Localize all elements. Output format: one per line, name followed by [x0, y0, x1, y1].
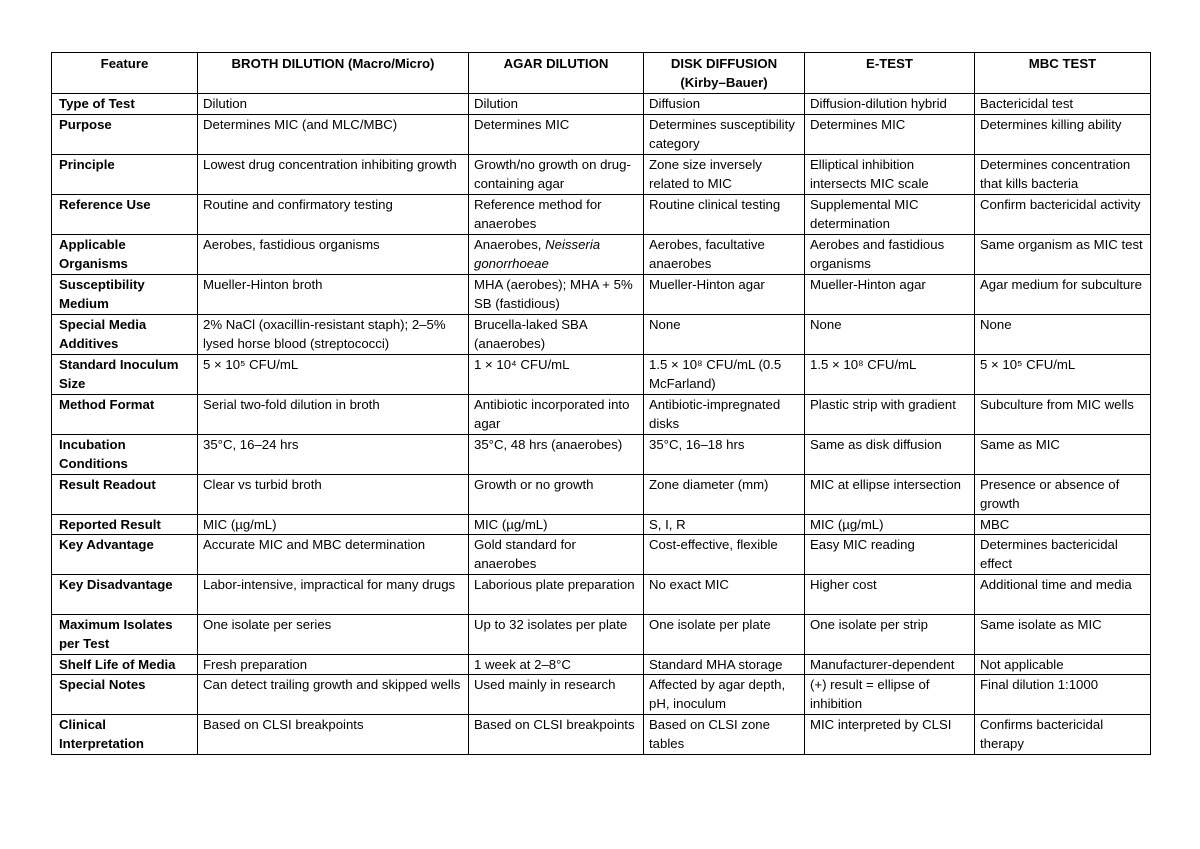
table-row	[52, 235, 1151, 275]
header-e-test: E-TEST	[805, 53, 975, 94]
cell-mbc: Determines bactericidal effect	[975, 535, 1151, 575]
cell-mbc: Final dilution 1:1000	[975, 675, 1151, 715]
table-row	[52, 195, 1151, 235]
row-feature: Clinical Interpretation	[52, 715, 198, 755]
cell-disk: S, I, R	[644, 515, 805, 535]
cell-broth: Labor-intensive, impractical for many drugs	[198, 575, 469, 615]
cell-broth: Aerobes, fastidious organisms	[198, 235, 469, 275]
cell-mbc: Same organism as MIC test	[975, 235, 1151, 275]
cell-disk: None	[644, 315, 805, 355]
row-feature: Shelf Life of Media	[52, 655, 198, 675]
cell-broth: 35°C, 16–24 hrs	[198, 435, 469, 475]
organism-name-italic: Neisseria gonorrhoeae	[474, 237, 601, 271]
cell-mbc: Additional time and media	[975, 575, 1151, 615]
cell-etest: MIC interpreted by CLSI	[805, 715, 975, 755]
cell-agar-text: Anaerobes,	[474, 237, 546, 252]
cell-mbc: Presence or absence of growth	[975, 475, 1151, 515]
cell-etest: Higher cost	[805, 575, 975, 615]
cell-agar: Dilution	[469, 94, 644, 115]
cell-disk: Aerobes, facultative anaerobes	[644, 235, 805, 275]
cell-mbc: Not applicable	[975, 655, 1151, 675]
cell-disk: One isolate per plate	[644, 615, 805, 655]
cell-mbc: Bactericidal test	[975, 94, 1151, 115]
cell-etest: MIC (µg/mL)	[805, 515, 975, 535]
cell-agar: Determines MIC	[469, 115, 644, 155]
cell-agar: Used mainly in research	[469, 675, 644, 715]
table-row	[52, 715, 1151, 755]
table-row	[52, 675, 1151, 715]
row-feature: Applicable Organisms	[52, 235, 198, 275]
table-row	[52, 575, 1151, 615]
cell-disk: Mueller-Hinton agar	[644, 275, 805, 315]
cell-etest: (+) result = ellipse of inhibition	[805, 675, 975, 715]
cell-broth: Serial two-fold dilution in broth	[198, 395, 469, 435]
cell-disk: Affected by agar depth, pH, inoculum	[644, 675, 805, 715]
cell-etest: Easy MIC reading	[805, 535, 975, 575]
table-row	[52, 355, 1151, 395]
row-feature: Method Format	[52, 395, 198, 435]
cell-etest: One isolate per strip	[805, 615, 975, 655]
row-feature: Special Notes	[52, 675, 198, 715]
table-row	[52, 535, 1151, 575]
cell-agar: Based on CLSI breakpoints	[469, 715, 644, 755]
table-row	[52, 515, 1151, 535]
cell-etest: Determines MIC	[805, 115, 975, 155]
cell-broth: One isolate per series	[198, 615, 469, 655]
cell-broth: Fresh preparation	[198, 655, 469, 675]
cell-broth: Lowest drug concentration inhibiting growth	[198, 155, 469, 195]
cell-agar: Up to 32 isolates per plate	[469, 615, 644, 655]
cell-broth: 5 × 10⁵ CFU/mL	[198, 355, 469, 395]
cell-etest: Same as disk diffusion	[805, 435, 975, 475]
row-feature: Reference Use	[52, 195, 198, 235]
table-row	[52, 155, 1151, 195]
header-agar-dilution: AGAR DILUTION	[469, 53, 644, 94]
cell-etest: MIC at ellipse intersection	[805, 475, 975, 515]
row-feature: Susceptibility Medium	[52, 275, 198, 315]
cell-mbc: Determines concentration that kills bacteria	[975, 155, 1151, 195]
row-feature: Result Readout	[52, 475, 198, 515]
header-mbc-test: MBC TEST	[975, 53, 1151, 94]
cell-etest: Diffusion-dilution hybrid	[805, 94, 975, 115]
cell-mbc: Agar medium for subculture	[975, 275, 1151, 315]
cell-etest: None	[805, 315, 975, 355]
table-row	[52, 94, 1151, 115]
cell-etest: Plastic strip with gradient	[805, 395, 975, 435]
cell-broth: Based on CLSI breakpoints	[198, 715, 469, 755]
cell-disk: Based on CLSI zone tables	[644, 715, 805, 755]
cell-agar: Reference method for anaerobes	[469, 195, 644, 235]
cell-disk: Diffusion	[644, 94, 805, 115]
row-feature: Key Advantage	[52, 535, 198, 575]
row-feature: Incubation Conditions	[52, 435, 198, 475]
cell-disk: Zone size inversely related to MIC	[644, 155, 805, 195]
table-row	[52, 475, 1151, 515]
cell-broth: Routine and confirmatory testing	[198, 195, 469, 235]
cell-etest: Aerobes and fastidious organisms	[805, 235, 975, 275]
cell-broth: 2% NaCl (oxacillin-resistant staph); 2–5% lysed horse blood (streptococci)	[198, 315, 469, 355]
header-disk-diffusion: DISK DIFFUSION (Kirby–Bauer)	[644, 53, 805, 94]
table-row	[52, 115, 1151, 155]
row-feature: Special Media Additives	[52, 315, 198, 355]
cell-disk: Standard MHA storage	[644, 655, 805, 675]
cell-agar: 1 week at 2–8°C	[469, 655, 644, 675]
cell-disk: Determines susceptibility category	[644, 115, 805, 155]
cell-mbc: Same isolate as MIC	[975, 615, 1151, 655]
cell-agar: Brucella-laked SBA (anaerobes)	[469, 315, 644, 355]
cell-etest: Manufacturer-dependent	[805, 655, 975, 675]
cell-broth: Determines MIC (and MLC/MBC)	[198, 115, 469, 155]
cell-mbc: 5 × 10⁵ CFU/mL	[975, 355, 1151, 395]
cell-mbc: Confirms bactericidal therapy	[975, 715, 1151, 755]
row-feature: Maximum Isolates per Test	[52, 615, 198, 655]
cell-agar: MHA (aerobes); MHA + 5% SB (fastidious)	[469, 275, 644, 315]
cell-broth: Dilution	[198, 94, 469, 115]
cell-mbc: Determines killing ability	[975, 115, 1151, 155]
cell-disk: No exact MIC	[644, 575, 805, 615]
table-row	[52, 395, 1151, 435]
cell-agar: 35°C, 48 hrs (anaerobes)	[469, 435, 644, 475]
cell-mbc: Subculture from MIC wells	[975, 395, 1151, 435]
cell-etest: 1.5 × 10⁸ CFU/mL	[805, 355, 975, 395]
row-feature: Purpose	[52, 115, 198, 155]
row-feature: Principle	[52, 155, 198, 195]
cell-disk: Zone diameter (mm)	[644, 475, 805, 515]
cell-disk: Routine clinical testing	[644, 195, 805, 235]
cell-etest: Mueller-Hinton agar	[805, 275, 975, 315]
cell-mbc: None	[975, 315, 1151, 355]
table-row	[52, 275, 1151, 315]
cell-broth: Accurate MIC and MBC determination	[198, 535, 469, 575]
cell-mbc: Confirm bactericidal activity	[975, 195, 1151, 235]
cell-broth: MIC (µg/mL)	[198, 515, 469, 535]
table-row	[52, 615, 1151, 655]
cell-agar: Growth or no growth	[469, 475, 644, 515]
cell-agar: Growth/no growth on drug-containing agar	[469, 155, 644, 195]
header-row	[52, 53, 1151, 94]
cell-agar	[469, 235, 644, 275]
cell-agar: 1 × 10⁴ CFU/mL	[469, 355, 644, 395]
header-feature: Feature	[52, 53, 198, 94]
row-feature: Type of Test	[52, 94, 198, 115]
cell-disk: 1.5 × 10⁸ CFU/mL (0.5 McFarland)	[644, 355, 805, 395]
table-row	[52, 435, 1151, 475]
header-broth-dilution: BROTH DILUTION (Macro/Micro)	[198, 53, 469, 94]
cell-disk: 35°C, 16–18 hrs	[644, 435, 805, 475]
cell-mbc: Same as MIC	[975, 435, 1151, 475]
cell-agar: Laborious plate preparation	[469, 575, 644, 615]
row-feature: Reported Result	[52, 515, 198, 535]
cell-etest: Elliptical inhibition intersects MIC scale	[805, 155, 975, 195]
cell-disk: Cost-effective, flexible	[644, 535, 805, 575]
table-row	[52, 655, 1151, 675]
table-row	[52, 315, 1151, 355]
cell-broth: Mueller-Hinton broth	[198, 275, 469, 315]
comparison-table	[51, 52, 1151, 755]
cell-disk: Antibiotic-impregnated disks	[644, 395, 805, 435]
cell-agar: MIC (µg/mL)	[469, 515, 644, 535]
cell-broth: Can detect trailing growth and skipped wells	[198, 675, 469, 715]
cell-broth: Clear vs turbid broth	[198, 475, 469, 515]
row-feature: Key Disadvantage	[52, 575, 198, 615]
row-feature: Standard Inoculum Size	[52, 355, 198, 395]
cell-agar: Gold standard for anaerobes	[469, 535, 644, 575]
cell-mbc: MBC	[975, 515, 1151, 535]
cell-etest: Supplemental MIC determination	[805, 195, 975, 235]
cell-agar: Antibiotic incorporated into agar	[469, 395, 644, 435]
